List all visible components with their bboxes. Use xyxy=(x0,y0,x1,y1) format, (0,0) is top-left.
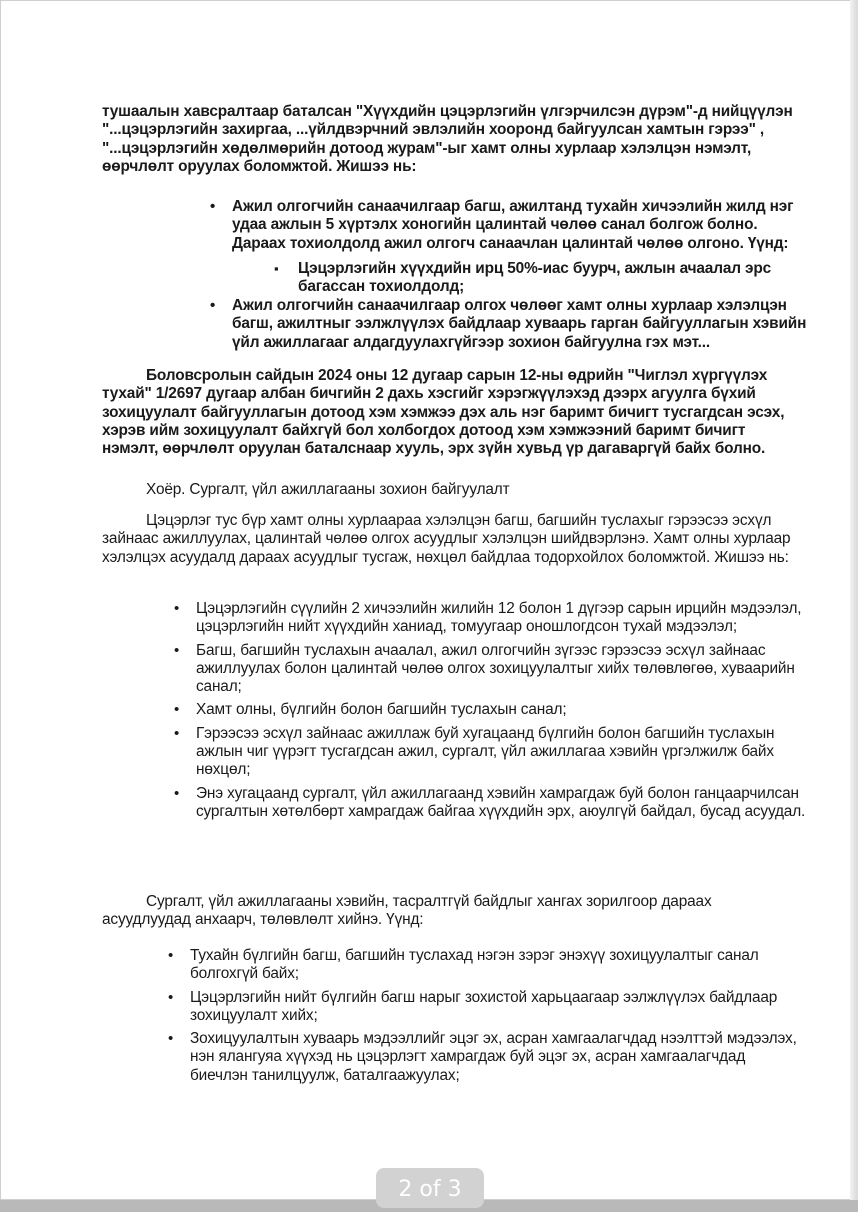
list-item xyxy=(174,701,806,719)
bullet-icon: • xyxy=(168,1030,174,1048)
list-item xyxy=(174,724,806,780)
page-indicator: 2 of 3 xyxy=(376,1168,484,1208)
bullet-icon: • xyxy=(174,701,180,719)
bullet-list-3 xyxy=(168,947,804,1085)
list-item xyxy=(174,600,806,637)
list-item xyxy=(168,988,804,1026)
bullet-icon: • xyxy=(174,784,180,802)
bullet-icon: • xyxy=(168,988,174,1006)
list-item-text: Энэ хугацаанд сургалт, үйл ажиллагаанд хэвийн хамрагдаж буй болон ганцаарчилсан сургалтын хөтөлбөрт хамрагдаж байгаа хүүхдийн эрх, аюулгүй байдал, бусад асуудал. xyxy=(196,784,806,820)
sub-list-item xyxy=(274,260,808,297)
list-item-text: Хамт олны, бүлгийн болон багшийн туслахын санал; xyxy=(196,701,567,719)
bullet-icon: • xyxy=(174,600,180,617)
paragraph-intro: тушаалын хавсралтаар баталсан "Хүүхдийн цэцэрлэгийн үлгэрчилсэн дүрэм"-д нийцүүлэн "...цэцэрлэгийн захиргаа, ...үйлдвэрчний эвлэлийн хооронд байгуулсан хамтын гэрээ" , "...цэцэрлэгийн хөдөлмөрийн дотоод журам"-ыг хамт олны хурлаар хэлэлцэн нэмэлт, өөрчлөлт оруулах боломжтой. Жишээ нь: xyxy=(102,103,793,175)
bullet-icon: • xyxy=(174,724,180,742)
list-item-text: Багш, багшийн туслахын ачаалал, ажил олгогчийн зүгээс гэрээсээ эсхүл зайнаас ажиллуулах болон цалинтай чөлөө олгох зохицуулалтыг хийх төлөвлөгөө, хуваарийн санал; xyxy=(196,641,795,696)
bullet-icon: • xyxy=(210,297,216,314)
bullet-icon: • xyxy=(168,947,174,964)
list-item-text: Цэцэрлэгийн хүүхдийн ирц 50%-иас буурч, ажлын ачаалал эрс багассан тохиолдолд; xyxy=(298,260,772,296)
bullet-list-1-continued xyxy=(210,297,808,352)
bullet-list-1 xyxy=(210,198,806,254)
list-item-text: Гэрээсээ эсхүл зайнаас ажиллаж буй хугацаанд бүлгийн болон багшийн туслахын ажлын чиг үүрэгт тусгагдсан ажил, сургалт, үйл ажиллагаа хэвийн үргэлжилж байх нөхцөл; xyxy=(196,724,775,779)
paragraph-training: Сургалт, үйл ажиллагааны хэвийн, тасралтгүй байдлыг хангах зорилгоор дараах асуудлуудад анхаарч, төлөвлөлт хийнэ. Үүнд: xyxy=(102,893,712,929)
list-item xyxy=(168,1030,804,1085)
list-item-text: Цэцэрлэгийн нийт бүлгийн багш нарыг зохистой харьцаагаар ээлжлүүлэх байдлаар зохицуулалт хийх; xyxy=(190,988,778,1024)
list-item xyxy=(174,784,806,822)
list-item-text: Тухайн бүлгийн багш, багшийн туслахад нэгэн зэрэг энэхүү зохицуулалтыг санал болгохгүй байх; xyxy=(190,947,759,983)
list-item xyxy=(210,297,808,352)
bullet-list-2 xyxy=(174,600,806,821)
list-item-text: Ажил олгогчийн санаачилгаар олгох чөлөөг хамт олны хурлаар хэлэлцэн багш, ажилтныг ээлжлүүлэх байдлаар хуваарь гарган байгууллагын хэвийн үйл ажиллагааг алдагдуулахгүйгээр зохион байгуулна гэх мэт... xyxy=(232,297,807,351)
list-item-text: Ажил олгогчийн санаачилгаар багш, ажилтанд тухайн хичээлийн жилд нэг удаа ажлын 5 хүртэлх хоногийн цалинтай чөлөө санал болгож болно. Дараах тохиолдолд ажил олгогч санаачлан цалинтай чөлөө олгоно. Үүнд: xyxy=(232,198,794,252)
list-item-text: Цэцэрлэгийн сүүлийн 2 хичээлийн жилийн 12 болон 1 дүгээр сарын ирцийн мэдээлэл, цэцэрлэгийн нийт хүүхдийн ханиад, томуугаар оношлогдсон тухай мэдээлэл; xyxy=(196,600,802,636)
section-heading-two: Хоёр. Сургалт, үйл ажиллагааны зохион байгуулалт xyxy=(146,481,510,498)
list-item-text: Зохицуулалтын хуваарь мэдээллийг эцэг эх, асран хамгаалагчдад нээлттэй мэдээлэх, нэн ялангуяа хүүхэд нь цэцэрлэгт хамрагдаж буй эцэг эх, асран хамгаалагчдад биечлэн танилцуулж, баталгаажуулах; xyxy=(190,1030,797,1084)
list-item xyxy=(174,641,806,697)
page-edge-shadow xyxy=(850,0,858,1200)
list-item xyxy=(168,947,804,984)
list-item xyxy=(210,198,806,254)
sub-bullet-list xyxy=(274,260,808,297)
bullet-icon: • xyxy=(174,641,180,659)
paragraph-ministry: Боловсролын сайдын 2024 оны 12 дугаар сарын 12-ны өдрийн "Чиглэл хүргүүлэх тухай" 1/2697 дугаар албан бичгийн 2 дахь хэсгийг хэрэгжүүлэхэд дээрх агуулга бүхий зохицуулалт байгууллагын дотоод хэм хэмжээ дэх аль нэг баримт бичигт тусгагдсан эсэх, хэрэв ийм зохицуулалт байхгүй бол холбогдох дотоод хэм хэмжээний баримт бичигт нэмэлт, өөрчлөлт оруулан баталснаар хууль, эрх зүйн хувьд үр дагаваргүй байх болно. xyxy=(102,367,785,458)
paragraph-kindergarten: Цэцэрлэг тус бүр хамт олны хурлаараа хэлэлцэн багш, багшийн туслахыг гэрээсээ эсхүл зайнаас ажиллуулах, цалинтай чөлөө олгох асуудлыг хэлэлцэн шийдвэрлэнэ. Хамт олны хурлаар хэлэлцэх асуудалд дараах асуудлыг тусгаж, нөхцөл байдлаа тодорхойлох боломжтой. Жишээ нь: xyxy=(102,512,791,566)
square-bullet-icon: ▪ xyxy=(274,261,279,276)
bullet-icon: • xyxy=(210,198,216,215)
